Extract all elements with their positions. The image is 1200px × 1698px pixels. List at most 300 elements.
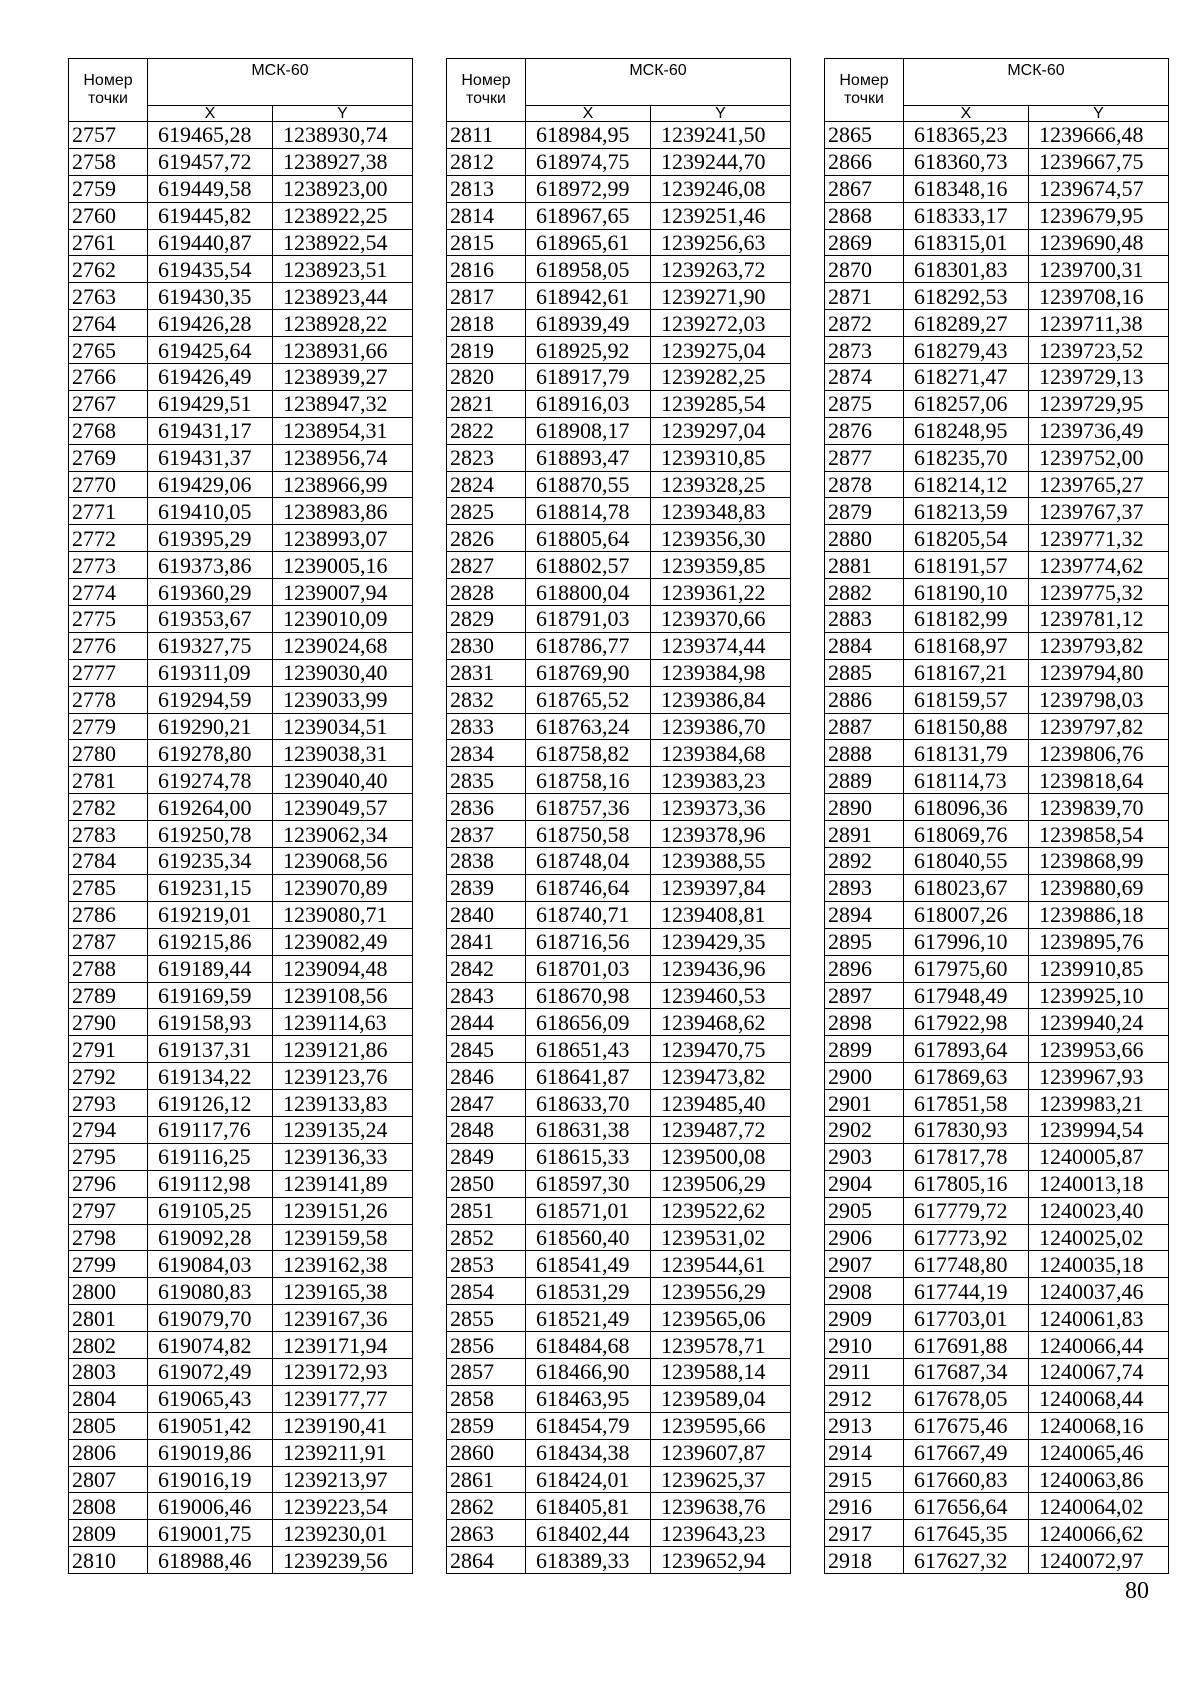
point-number-cell: 2780 — [69, 740, 148, 767]
point-number-cell: 2914 — [825, 1439, 904, 1466]
y-coordinate-cell: 1239136,33 — [273, 1143, 413, 1170]
table-row — [825, 901, 1169, 928]
point-number-cell: 2775 — [69, 606, 148, 633]
x-coordinate-cell: 617687,34 — [904, 1358, 1029, 1385]
x-coordinate-cell: 619431,17 — [148, 417, 273, 444]
table-row — [69, 794, 413, 821]
point-number-cell: 2816 — [447, 256, 526, 283]
point-number-cell: 2770 — [69, 471, 148, 498]
y-coordinate-cell: 1239818,64 — [1029, 767, 1169, 794]
point-number-cell: 2854 — [447, 1278, 526, 1305]
y-coordinate-cell: 1239384,68 — [651, 740, 791, 767]
point-number-cell: 2777 — [69, 659, 148, 686]
y-coordinate-cell: 1239070,89 — [273, 874, 413, 901]
y-coordinate-cell: 1238947,32 — [273, 390, 413, 417]
point-number-cell: 2822 — [447, 417, 526, 444]
x-coordinate-cell: 618750,58 — [526, 821, 651, 848]
table-row — [825, 1251, 1169, 1278]
table-row — [825, 659, 1169, 686]
table-row — [447, 202, 791, 229]
point-number-cell: 2858 — [447, 1385, 526, 1412]
x-coordinate-cell: 619134,22 — [148, 1063, 273, 1090]
table-row — [69, 444, 413, 471]
x-coordinate-cell: 618114,73 — [904, 767, 1029, 794]
point-number-cell: 2789 — [69, 982, 148, 1009]
point-number-cell: 2895 — [825, 928, 904, 955]
y-coordinate-cell: 1239378,96 — [651, 821, 791, 848]
y-coordinate-cell: 1240061,83 — [1029, 1305, 1169, 1332]
table-row — [825, 1063, 1169, 1090]
coordinates-table-3 — [824, 58, 1169, 1574]
x-coordinate-cell: 619215,86 — [148, 928, 273, 955]
x-coordinate-cell: 618466,90 — [526, 1358, 651, 1385]
y-coordinate-cell: 1239638,76 — [651, 1493, 791, 1520]
y-coordinate-cell: 1239544,61 — [651, 1251, 791, 1278]
y-coordinate-cell: 1239470,75 — [651, 1036, 791, 1063]
point-number-cell: 2839 — [447, 874, 526, 901]
table-row — [69, 1439, 413, 1466]
table-row — [447, 1170, 791, 1197]
y-coordinate-cell: 1239886,18 — [1029, 901, 1169, 928]
point-number-cell: 2761 — [69, 229, 148, 256]
point-number-cell: 2811 — [447, 122, 526, 149]
x-coordinate-cell: 619105,25 — [148, 1197, 273, 1224]
point-number-cell: 2864 — [447, 1547, 526, 1574]
y-coordinate-cell: 1239589,04 — [651, 1385, 791, 1412]
coordinates-table-1 — [68, 58, 413, 1574]
table-row — [825, 1224, 1169, 1251]
table-row — [825, 1520, 1169, 1547]
x-coordinate-cell: 618402,44 — [526, 1520, 651, 1547]
x-coordinate-cell: 619410,05 — [148, 498, 273, 525]
table-row — [447, 471, 791, 498]
y-coordinate-cell: 1239736,49 — [1029, 417, 1169, 444]
table-row — [825, 713, 1169, 740]
point-number-cell: 2850 — [447, 1170, 526, 1197]
y-coordinate-cell: 1239162,38 — [273, 1251, 413, 1278]
x-coordinate-cell: 617678,05 — [904, 1385, 1029, 1412]
table-row — [825, 579, 1169, 606]
y-coordinate-cell: 1239386,84 — [651, 686, 791, 713]
x-coordinate-cell: 618292,53 — [904, 283, 1029, 310]
y-coordinate-cell: 1239244,70 — [651, 148, 791, 175]
y-coordinate-cell: 1239285,54 — [651, 390, 791, 417]
y-column-header: Y — [651, 106, 791, 122]
table-row — [447, 337, 791, 364]
coordinate-system-header: МСК-60 — [904, 59, 1169, 106]
x-coordinate-cell: 618740,71 — [526, 901, 651, 928]
table-row — [447, 364, 791, 391]
table-row — [825, 1385, 1169, 1412]
point-number-cell: 2771 — [69, 498, 148, 525]
table-row — [447, 175, 791, 202]
x-coordinate-cell: 618571,01 — [526, 1197, 651, 1224]
y-coordinate-cell: 1238923,00 — [273, 175, 413, 202]
table-row — [825, 1197, 1169, 1224]
table-row — [69, 390, 413, 417]
point-number-cell: 2886 — [825, 686, 904, 713]
x-coordinate-cell: 618656,09 — [526, 1009, 651, 1036]
point-number-cell: 2859 — [447, 1412, 526, 1439]
table-row — [69, 767, 413, 794]
table-row — [825, 1009, 1169, 1036]
table-row — [447, 1547, 791, 1574]
y-coordinate-cell: 1239708,16 — [1029, 283, 1169, 310]
y-coordinate-cell: 1238954,31 — [273, 417, 413, 444]
y-coordinate-cell: 1239767,37 — [1029, 498, 1169, 525]
point-number-cell: 2794 — [69, 1116, 148, 1143]
y-coordinate-cell: 1239133,83 — [273, 1090, 413, 1117]
x-coordinate-cell: 619290,21 — [148, 713, 273, 740]
y-coordinate-cell: 1240025,02 — [1029, 1224, 1169, 1251]
y-coordinate-cell: 1240023,40 — [1029, 1197, 1169, 1224]
table-row — [447, 1224, 791, 1251]
point-number-cell: 2882 — [825, 579, 904, 606]
table-row — [447, 1143, 791, 1170]
table-row — [69, 202, 413, 229]
x-coordinate-cell: 618716,56 — [526, 928, 651, 955]
coordinate-system-header: МСК-60 — [148, 59, 413, 106]
y-coordinate-cell: 1239213,97 — [273, 1466, 413, 1493]
x-coordinate-cell: 618424,01 — [526, 1466, 651, 1493]
point-number-cell: 2892 — [825, 848, 904, 875]
y-coordinate-cell: 1240072,97 — [1029, 1547, 1169, 1574]
y-coordinate-cell: 1239994,54 — [1029, 1116, 1169, 1143]
x-column-header: X — [148, 106, 273, 122]
table-row — [825, 444, 1169, 471]
y-coordinate-cell: 1238993,07 — [273, 525, 413, 552]
table-row — [825, 794, 1169, 821]
x-coordinate-cell: 617830,93 — [904, 1116, 1029, 1143]
point-number-cell: 2901 — [825, 1090, 904, 1117]
table-row — [447, 848, 791, 875]
x-coordinate-cell: 618150,88 — [904, 713, 1029, 740]
table-row — [825, 606, 1169, 633]
x-coordinate-cell: 618800,04 — [526, 579, 651, 606]
x-coordinate-cell: 619264,00 — [148, 794, 273, 821]
x-coordinate-cell: 618531,29 — [526, 1278, 651, 1305]
y-coordinate-cell: 1239082,49 — [273, 928, 413, 955]
x-coordinate-cell: 618615,33 — [526, 1143, 651, 1170]
point-number-cell: 2830 — [447, 632, 526, 659]
x-coordinate-cell: 617996,10 — [904, 928, 1029, 955]
y-coordinate-cell: 1239370,66 — [651, 606, 791, 633]
point-number-cell: 2873 — [825, 337, 904, 364]
x-column-header: X — [526, 106, 651, 122]
y-coordinate-cell: 1238928,22 — [273, 310, 413, 337]
y-coordinate-cell: 1239858,54 — [1029, 821, 1169, 848]
table-row — [825, 686, 1169, 713]
x-coordinate-cell: 619311,09 — [148, 659, 273, 686]
x-coordinate-cell: 618159,57 — [904, 686, 1029, 713]
table-row — [69, 1278, 413, 1305]
y-coordinate-cell: 1239374,44 — [651, 632, 791, 659]
point-number-cell: 2917 — [825, 1520, 904, 1547]
table-row — [825, 632, 1169, 659]
table-row — [825, 1493, 1169, 1520]
point-number-cell: 2897 — [825, 982, 904, 1009]
y-coordinate-cell: 1239171,94 — [273, 1332, 413, 1359]
point-number-cell: 2891 — [825, 821, 904, 848]
x-coordinate-cell: 619079,70 — [148, 1305, 273, 1332]
point-number-cell: 2823 — [447, 444, 526, 471]
y-coordinate-cell: 1239794,80 — [1029, 659, 1169, 686]
table-row — [825, 552, 1169, 579]
table-row — [825, 1116, 1169, 1143]
x-coordinate-cell: 617869,63 — [904, 1063, 1029, 1090]
y-coordinate-cell: 1239408,81 — [651, 901, 791, 928]
point-number-cell: 2868 — [825, 202, 904, 229]
point-number-cell: 2764 — [69, 310, 148, 337]
point-number-cell: 2783 — [69, 821, 148, 848]
y-coordinate-cell: 1239774,62 — [1029, 552, 1169, 579]
point-number-cell: 2838 — [447, 848, 526, 875]
x-coordinate-cell: 617744,19 — [904, 1278, 1029, 1305]
table-row — [825, 982, 1169, 1009]
y-coordinate-cell: 1239729,13 — [1029, 364, 1169, 391]
point-number-cell: 2817 — [447, 283, 526, 310]
point-number-cell: 2802 — [69, 1332, 148, 1359]
point-number-cell: 2807 — [69, 1466, 148, 1493]
x-coordinate-cell: 618631,38 — [526, 1116, 651, 1143]
y-coordinate-cell: 1239967,93 — [1029, 1063, 1169, 1090]
y-coordinate-cell: 1239282,25 — [651, 364, 791, 391]
x-coordinate-cell: 618167,21 — [904, 659, 1029, 686]
point-number-header: Номер точки — [69, 59, 148, 122]
y-coordinate-cell: 1239241,50 — [651, 122, 791, 149]
point-number-cell: 2842 — [447, 955, 526, 982]
x-coordinate-cell: 619019,86 — [148, 1439, 273, 1466]
table-row — [825, 148, 1169, 175]
table-row — [69, 256, 413, 283]
point-number-cell: 2795 — [69, 1143, 148, 1170]
y-coordinate-cell: 1239239,56 — [273, 1547, 413, 1574]
table-row — [69, 659, 413, 686]
y-coordinate-cell: 1239114,63 — [273, 1009, 413, 1036]
x-coordinate-cell: 618007,26 — [904, 901, 1029, 928]
y-coordinate-cell: 1238922,25 — [273, 202, 413, 229]
table-row — [825, 337, 1169, 364]
point-number-cell: 2808 — [69, 1493, 148, 1520]
table-row — [447, 256, 791, 283]
point-number-cell: 2832 — [447, 686, 526, 713]
y-coordinate-cell: 1239080,71 — [273, 901, 413, 928]
y-coordinate-cell: 1239386,70 — [651, 713, 791, 740]
table-row — [447, 1439, 791, 1466]
point-number-cell: 2793 — [69, 1090, 148, 1117]
x-coordinate-cell: 619126,12 — [148, 1090, 273, 1117]
x-coordinate-cell: 619016,19 — [148, 1466, 273, 1493]
y-coordinate-cell: 1239711,38 — [1029, 310, 1169, 337]
x-coordinate-cell: 617805,16 — [904, 1170, 1029, 1197]
point-number-cell: 2840 — [447, 901, 526, 928]
table-row — [825, 229, 1169, 256]
y-coordinate-cell: 1239666,48 — [1029, 122, 1169, 149]
point-number-cell: 2781 — [69, 767, 148, 794]
point-number-cell: 2800 — [69, 1278, 148, 1305]
x-coordinate-cell: 618814,78 — [526, 498, 651, 525]
y-coordinate-cell: 1239522,62 — [651, 1197, 791, 1224]
x-coordinate-cell: 617656,64 — [904, 1493, 1029, 1520]
x-coordinate-cell: 618893,47 — [526, 444, 651, 471]
table-row — [447, 1493, 791, 1520]
table-row — [447, 1358, 791, 1385]
x-coordinate-cell: 619084,03 — [148, 1251, 273, 1278]
table-row — [69, 1224, 413, 1251]
point-number-cell: 2828 — [447, 579, 526, 606]
y-coordinate-cell: 1238983,86 — [273, 498, 413, 525]
x-coordinate-cell: 618758,82 — [526, 740, 651, 767]
y-coordinate-cell: 1239383,23 — [651, 767, 791, 794]
table-body — [69, 122, 413, 1574]
point-number-cell: 2874 — [825, 364, 904, 391]
x-coordinate-cell: 618701,03 — [526, 955, 651, 982]
point-number-cell: 2773 — [69, 552, 148, 579]
y-coordinate-cell: 1239652,94 — [651, 1547, 791, 1574]
point-number-cell: 2894 — [825, 901, 904, 928]
point-number-cell: 2843 — [447, 982, 526, 1009]
x-coordinate-cell: 618040,55 — [904, 848, 1029, 875]
x-coordinate-cell: 618967,65 — [526, 202, 651, 229]
y-coordinate-cell: 1239040,40 — [273, 767, 413, 794]
y-coordinate-cell: 1239643,23 — [651, 1520, 791, 1547]
x-coordinate-cell: 619274,78 — [148, 767, 273, 794]
y-coordinate-cell: 1239473,82 — [651, 1063, 791, 1090]
y-coordinate-cell: 1240067,74 — [1029, 1358, 1169, 1385]
x-coordinate-cell: 618096,36 — [904, 794, 1029, 821]
y-coordinate-cell: 1238966,99 — [273, 471, 413, 498]
x-coordinate-cell: 618365,23 — [904, 122, 1029, 149]
point-number-cell: 2849 — [447, 1143, 526, 1170]
x-coordinate-cell: 617817,78 — [904, 1143, 1029, 1170]
point-number-cell: 2857 — [447, 1358, 526, 1385]
table-row — [69, 1466, 413, 1493]
table-row — [825, 874, 1169, 901]
table-row — [69, 579, 413, 606]
point-number-cell: 2861 — [447, 1466, 526, 1493]
point-number-cell: 2821 — [447, 390, 526, 417]
table-row — [447, 310, 791, 337]
point-number-cell: 2791 — [69, 1036, 148, 1063]
x-coordinate-cell: 619327,75 — [148, 632, 273, 659]
y-coordinate-cell: 1239135,24 — [273, 1116, 413, 1143]
table-row — [69, 283, 413, 310]
point-number-cell: 2867 — [825, 175, 904, 202]
y-coordinate-cell: 1239468,62 — [651, 1009, 791, 1036]
point-number-cell: 2846 — [447, 1063, 526, 1090]
point-number-cell: 2856 — [447, 1332, 526, 1359]
point-number-cell: 2768 — [69, 417, 148, 444]
y-coordinate-cell: 1239690,48 — [1029, 229, 1169, 256]
point-number-cell: 2916 — [825, 1493, 904, 1520]
table-row — [825, 175, 1169, 202]
table-row — [447, 444, 791, 471]
y-coordinate-cell: 1240066,62 — [1029, 1520, 1169, 1547]
table-row — [825, 821, 1169, 848]
table-row — [825, 955, 1169, 982]
point-number-cell: 2774 — [69, 579, 148, 606]
x-coordinate-cell: 618939,49 — [526, 310, 651, 337]
point-number-cell: 2879 — [825, 498, 904, 525]
x-coordinate-cell: 618213,59 — [904, 498, 1029, 525]
y-coordinate-cell: 1239223,54 — [273, 1493, 413, 1520]
table-row — [447, 794, 791, 821]
point-number-cell: 2903 — [825, 1143, 904, 1170]
y-coordinate-cell: 1239674,57 — [1029, 175, 1169, 202]
x-coordinate-cell: 618405,81 — [526, 1493, 651, 1520]
x-coordinate-cell: 617645,35 — [904, 1520, 1029, 1547]
x-coordinate-cell: 619395,29 — [148, 525, 273, 552]
point-number-cell: 2805 — [69, 1412, 148, 1439]
y-coordinate-cell: 1240035,18 — [1029, 1251, 1169, 1278]
x-coordinate-cell: 618484,68 — [526, 1332, 651, 1359]
point-number-cell: 2880 — [825, 525, 904, 552]
y-coordinate-cell: 1239506,29 — [651, 1170, 791, 1197]
table-row — [69, 1358, 413, 1385]
table-row — [447, 1036, 791, 1063]
x-coordinate-cell: 618974,75 — [526, 148, 651, 175]
y-coordinate-cell: 1238922,54 — [273, 229, 413, 256]
y-coordinate-cell: 1239068,56 — [273, 848, 413, 875]
y-coordinate-cell: 1239034,51 — [273, 713, 413, 740]
point-number-cell: 2883 — [825, 606, 904, 633]
point-number-cell: 2765 — [69, 337, 148, 364]
table-row — [825, 471, 1169, 498]
point-number-cell: 2824 — [447, 471, 526, 498]
x-coordinate-cell: 618972,99 — [526, 175, 651, 202]
table-row — [447, 552, 791, 579]
table-row — [447, 1305, 791, 1332]
x-coordinate-cell: 619429,06 — [148, 471, 273, 498]
point-number-cell: 2876 — [825, 417, 904, 444]
table-row — [447, 1116, 791, 1143]
point-number-cell: 2798 — [69, 1224, 148, 1251]
x-coordinate-cell: 618917,79 — [526, 364, 651, 391]
point-number-cell: 2835 — [447, 767, 526, 794]
table-row — [69, 1332, 413, 1359]
y-coordinate-cell: 1239667,75 — [1029, 148, 1169, 175]
x-coordinate-cell: 618870,55 — [526, 471, 651, 498]
point-number-cell: 2911 — [825, 1358, 904, 1385]
point-number-cell: 2910 — [825, 1332, 904, 1359]
x-coordinate-cell: 619169,59 — [148, 982, 273, 1009]
point-number-cell: 2769 — [69, 444, 148, 471]
y-coordinate-cell: 1239625,37 — [651, 1466, 791, 1493]
x-coordinate-cell: 618597,30 — [526, 1170, 651, 1197]
y-coordinate-cell: 1239121,86 — [273, 1036, 413, 1063]
x-coordinate-cell: 617748,80 — [904, 1251, 1029, 1278]
x-coordinate-cell: 618541,49 — [526, 1251, 651, 1278]
table-row — [69, 1009, 413, 1036]
y-coordinate-cell: 1239024,68 — [273, 632, 413, 659]
x-coordinate-cell: 617703,01 — [904, 1305, 1029, 1332]
table-row — [69, 874, 413, 901]
table-row — [825, 364, 1169, 391]
x-coordinate-cell: 619426,28 — [148, 310, 273, 337]
x-coordinate-cell: 618758,16 — [526, 767, 651, 794]
x-coordinate-cell: 619440,87 — [148, 229, 273, 256]
point-number-cell: 2782 — [69, 794, 148, 821]
y-coordinate-cell: 1239953,66 — [1029, 1036, 1169, 1063]
y-coordinate-cell: 1239940,24 — [1029, 1009, 1169, 1036]
y-coordinate-cell: 1239310,85 — [651, 444, 791, 471]
point-number-cell: 2900 — [825, 1063, 904, 1090]
coordinate-system-header: МСК-60 — [526, 59, 791, 106]
y-coordinate-cell: 1238930,74 — [273, 122, 413, 149]
y-coordinate-cell: 1239880,69 — [1029, 874, 1169, 901]
x-coordinate-cell: 619065,43 — [148, 1385, 273, 1412]
point-number-cell: 2763 — [69, 283, 148, 310]
